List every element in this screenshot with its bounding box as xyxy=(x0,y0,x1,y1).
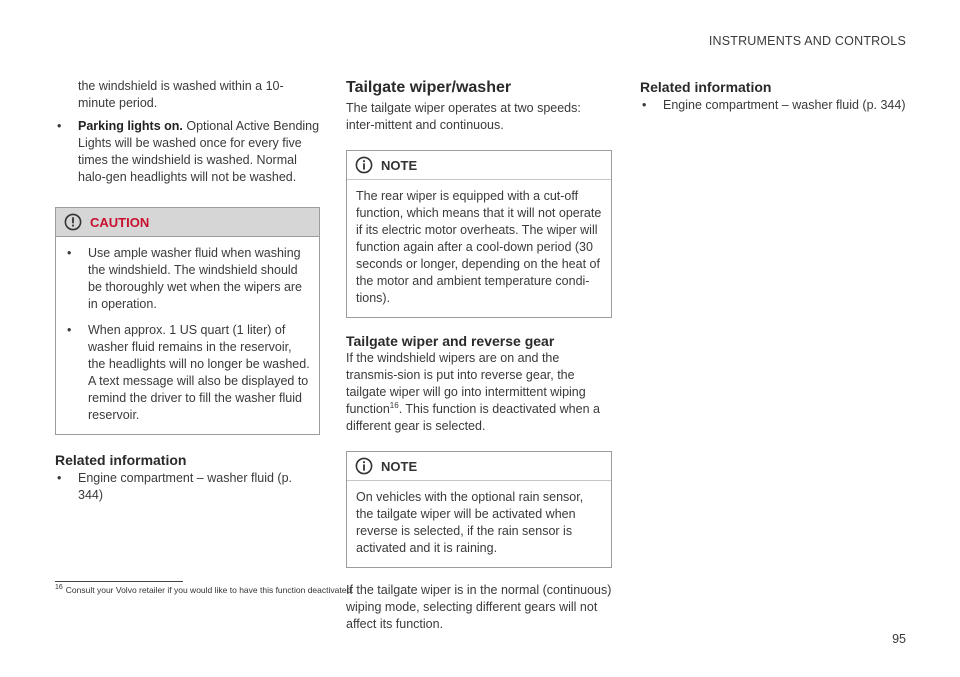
note-header xyxy=(347,452,611,481)
paragraph-text: If the windshield wipers are on and the transmis-sion is put into reverse gear, the tailgate wiper will go into intermittent wiping function xyxy=(346,351,586,416)
bullet-list xyxy=(55,118,320,186)
note-text: On vehicles with the optional rain sensor, the tailgate wiper will be activated when reverse is selected, if the rain sensor is activated and it is raining. xyxy=(356,490,584,555)
caution-box xyxy=(55,207,320,435)
column-middle xyxy=(346,78,612,633)
caution-body xyxy=(56,237,319,434)
list-item xyxy=(65,322,311,424)
footnote-divider xyxy=(55,581,183,582)
info-icon xyxy=(355,156,373,174)
related-info-heading: Related information xyxy=(640,79,772,95)
tailgate-heading: Tailgate wiper/washer xyxy=(346,79,512,96)
section-title: INSTRUMENTS AND CONTROLS xyxy=(708,34,906,48)
info-icon xyxy=(355,457,373,475)
footnote xyxy=(55,585,354,596)
note-title: NOTE xyxy=(381,157,418,173)
note-title: NOTE xyxy=(381,458,418,474)
bullet-dot: • xyxy=(642,98,647,112)
note-box xyxy=(346,150,612,318)
column-right xyxy=(640,78,910,114)
bullet-dot: • xyxy=(57,471,62,485)
related-list xyxy=(640,97,910,114)
note-box xyxy=(346,451,612,568)
bullet-lead: Parking lights on. xyxy=(78,119,183,133)
note-text: The rear wiper is equipped with a cut-off function, which means that it will not operate if its electric motor overheats. The wiper will function again after a cool-down period (30 seconds or longer, depending on the heat of the motor and ambient temperature condi-tions). xyxy=(356,189,602,305)
note-header xyxy=(347,151,611,180)
footnote-marker: 16 xyxy=(55,584,63,592)
paragraph-text: . This function is deactivated when a different gear is selected. xyxy=(346,402,600,433)
warning-icon xyxy=(64,213,82,231)
related-link[interactable]: Engine compartment – washer fluid (p. 344) xyxy=(78,471,292,502)
list-item xyxy=(65,245,311,313)
caution-item-text: When approx. 1 US quart (1 liter) of washer fluid remains in the reservoir, the headlights will no longer be washed. A text message will also be displayed to remind the driver to fill the washer fluid reservoir. xyxy=(88,323,310,422)
caution-item-text: Use ample washer fluid when washing the windshield. The windshield should be thoroughly wet when the wipers are in operation. xyxy=(88,246,303,311)
bullet-dot: • xyxy=(67,323,72,337)
list-item xyxy=(55,118,320,186)
bullet-text: Optional Active Bending Lights will be washed once for every five times the windshield is washed. Normal halo-gen headlights will not be washed. xyxy=(78,119,320,184)
note-body xyxy=(347,481,611,567)
page-number: 95 xyxy=(892,632,906,646)
related-info-heading: Related information xyxy=(55,452,187,468)
caution-header xyxy=(56,208,319,237)
footnote-ref[interactable]: 16 xyxy=(389,400,399,410)
final-paragraph: If the tailgate wiper is in the normal (continuous) wiping mode, selecting different gears will not affect its function. xyxy=(346,583,612,631)
related-link-item[interactable] xyxy=(55,470,320,504)
column-left xyxy=(55,78,320,504)
related-link-item[interactable] xyxy=(640,97,910,114)
reverse-gear-paragraph xyxy=(346,350,612,435)
note-body xyxy=(347,180,611,317)
subheading-reverse-gear: Tailgate wiper and reverse gear xyxy=(346,333,555,349)
related-link[interactable]: Engine compartment – washer fluid (p. 344) xyxy=(663,98,906,112)
caution-title: CAUTION xyxy=(90,214,150,230)
bullet-dot: • xyxy=(67,246,72,260)
footnote-text: Consult your Volvo retailer if you would like to have this function deactivated. xyxy=(65,585,354,595)
tailgate-intro: The tailgate wiper operates at two speeds: inter-mittent and continuous. xyxy=(346,101,581,132)
related-list xyxy=(55,470,320,504)
bullet-dot: • xyxy=(57,119,62,133)
continued-bullet-text: the windshield is washed within a 10-minute period. xyxy=(78,79,284,110)
